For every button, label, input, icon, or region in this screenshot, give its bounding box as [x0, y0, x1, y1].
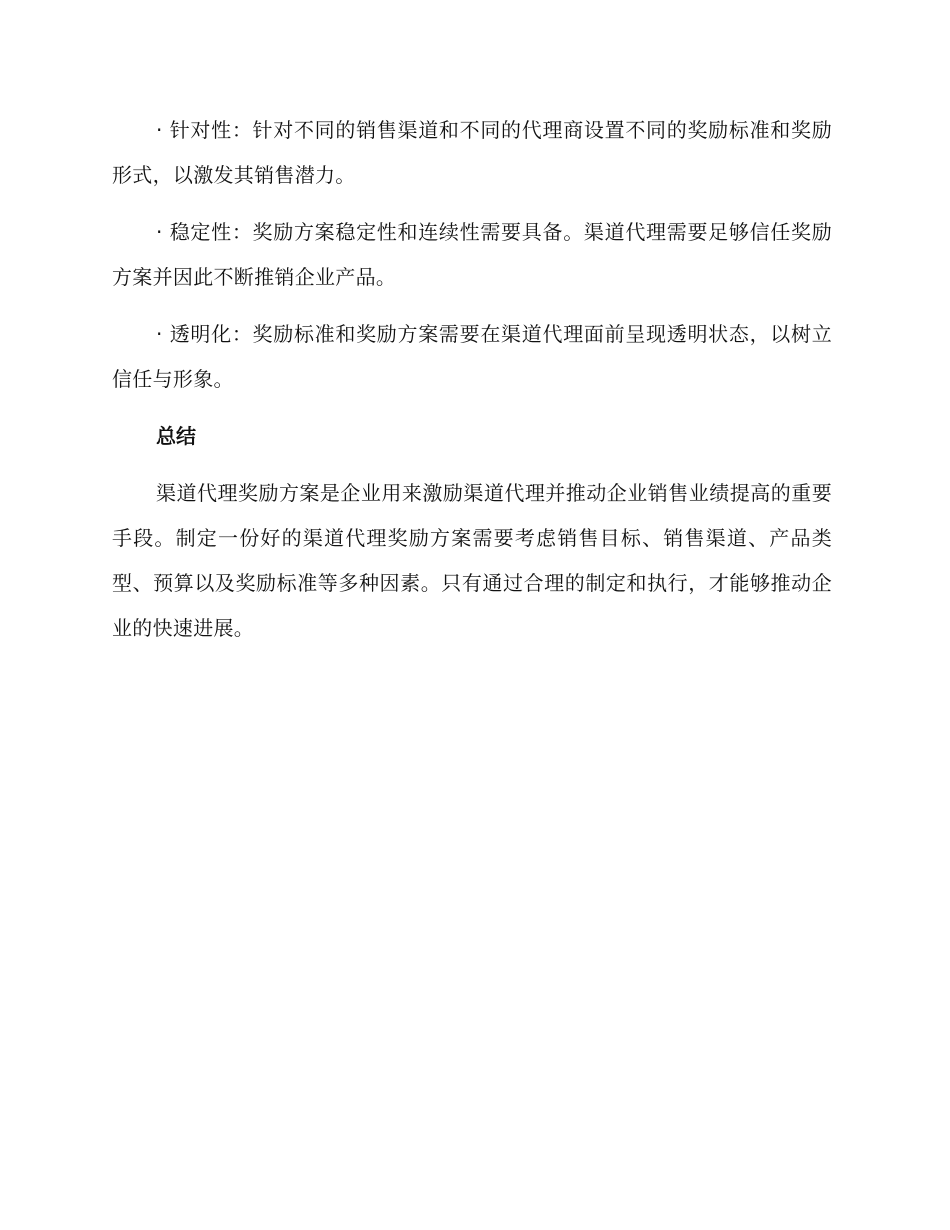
- bullet-targeted: · 针对性：针对不同的销售渠道和不同的代理商设置不同的奖励标准和奖励形式，以激发其销售潜力。: [112, 118, 832, 187]
- bullet-stability: · 稳定性：奖励方案稳定性和连续性需要具备。渠道代理需要足够信任奖励方案并因此不断推销企业产品。: [112, 220, 832, 289]
- bullet-transparency: · 透明化：奖励标准和奖励方案需要在渠道代理面前呈现透明状态，以树立信任与形象。: [112, 322, 832, 391]
- document-body: [112, 108, 832, 651]
- summary-paragraph: 渠道代理奖励方案是企业用来激励渠道代理并推动企业销售业绩提高的重要手段。制定一份好的渠道代理奖励方案需要考虑销售目标、销售渠道、产品类型、预算以及奖励标准等多种因素。只有通过合理的制定和执行，才能够推动企业的快速进展。: [112, 481, 832, 640]
- summary-heading: 总结: [156, 424, 196, 448]
